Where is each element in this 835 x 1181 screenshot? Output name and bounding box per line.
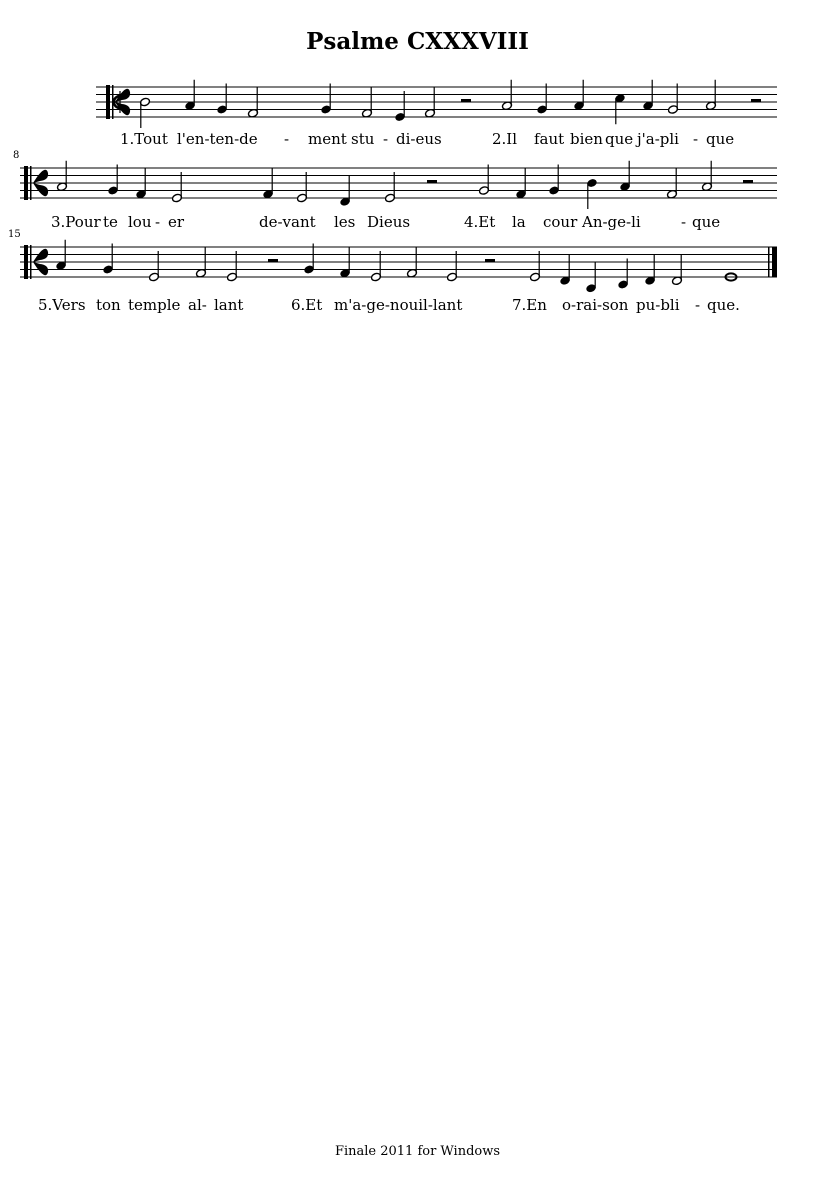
half-note — [447, 251, 458, 282]
half-note — [227, 251, 238, 282]
notes-system-3 — [56, 240, 737, 293]
lyric-syllable: Dieus — [367, 213, 411, 231]
half-note — [196, 247, 207, 278]
lyric-syllable: 7.En — [512, 296, 547, 314]
quarter-note — [620, 161, 631, 192]
lyric-syllable: j'a-pli — [637, 130, 679, 148]
half-note — [425, 87, 436, 118]
lyrics-line-2 — [0, 213, 835, 233]
quarter-note — [340, 176, 351, 207]
lyric-syllable: m'a-ge-nouil-lant — [334, 296, 463, 314]
lyric-syllable: - — [284, 130, 290, 148]
quarter-note — [549, 165, 560, 196]
half-note — [407, 247, 418, 278]
quarter-note — [340, 247, 351, 278]
lyric-syllable: - — [693, 130, 699, 148]
half-note — [479, 165, 490, 196]
lyric-syllable: 6.Et — [291, 296, 323, 314]
lyric-syllable: ment — [308, 130, 347, 148]
quarter-note — [560, 255, 571, 286]
lyric-syllable: An-ge-li — [582, 213, 641, 231]
half-note — [362, 87, 373, 118]
half-note — [248, 87, 259, 118]
lyric-syllable: al- — [188, 296, 207, 314]
score-title: Psalme CXXXVIII — [306, 28, 529, 55]
lyric-syllable: - — [383, 130, 389, 148]
half-rest — [268, 259, 278, 262]
lyric-syllable: que. — [707, 296, 740, 314]
half-note — [672, 255, 683, 286]
lyric-syllable: lou — [128, 213, 152, 231]
staff-3 — [0, 242, 835, 287]
lyric-syllable: di-eus — [396, 130, 442, 148]
half-note — [149, 251, 160, 282]
half-note — [502, 80, 513, 111]
measure-number: 15 — [8, 229, 21, 240]
quarter-note — [263, 168, 274, 199]
lyric-syllable: l'en-ten-de — [177, 130, 258, 148]
half-note — [668, 84, 679, 115]
quarter-note — [645, 255, 656, 286]
half-note — [57, 161, 68, 192]
half-note — [706, 80, 717, 111]
quarter-note — [586, 262, 597, 293]
half-note — [385, 172, 396, 203]
quarter-note — [136, 168, 147, 199]
half-note — [297, 172, 308, 203]
lyric-syllable: stu — [351, 130, 375, 148]
lyric-syllable: 2.Il — [492, 130, 518, 148]
half-rest — [427, 180, 437, 183]
staff-system-3 — [0, 229, 835, 352]
half-note — [371, 251, 382, 282]
half-note — [172, 172, 183, 203]
quarter-note — [56, 240, 67, 271]
lyric-syllable: lant — [214, 296, 244, 314]
half-rest — [485, 259, 495, 262]
quarter-note — [574, 80, 585, 111]
lyric-syllable: bien — [570, 130, 603, 148]
lyric-syllable: que — [605, 130, 634, 148]
lyric-syllable: 5.Vers — [38, 296, 86, 314]
staff-1 — [0, 82, 835, 127]
quarter-note — [321, 84, 332, 115]
lyric-syllable: 1.Tout — [120, 130, 168, 148]
quarter-note — [103, 244, 114, 275]
lyrics-line-3 — [0, 296, 835, 316]
lyric-syllable: temple — [128, 296, 181, 314]
lyric-syllable: o-rai-son — [562, 296, 629, 314]
quarter-note — [395, 91, 406, 122]
lyric-syllable: 3.Pour — [51, 213, 101, 231]
quarter-note — [185, 80, 196, 111]
quarter-note — [615, 93, 626, 124]
lyric-syllable: te — [103, 213, 118, 231]
lyric-syllable: er — [168, 213, 185, 231]
half-note — [702, 161, 713, 192]
lyric-syllable: - — [155, 213, 161, 231]
quarter-note — [643, 80, 654, 111]
lyric-syllable: ton — [96, 296, 121, 314]
final-barline-icon — [768, 247, 777, 277]
half-rest — [743, 180, 753, 183]
lyrics-line-1 — [0, 130, 835, 150]
staff-2 — [0, 163, 835, 208]
half-note — [667, 168, 678, 199]
lyric-syllable: - — [681, 213, 687, 231]
quarter-note — [537, 84, 548, 115]
quarter-note — [108, 165, 119, 196]
lyric-syllable: pu-bli — [636, 296, 680, 314]
half-rest — [461, 99, 471, 102]
lyric-syllable: que — [692, 213, 721, 231]
quarter-note — [516, 168, 527, 199]
quarter-note — [217, 84, 228, 115]
software-footer: Finale 2011 for Windows — [334, 1144, 501, 1159]
lyric-syllable: faut — [534, 130, 565, 148]
lyric-syllable: 4.Et — [464, 213, 496, 231]
measure-number: 8 — [13, 150, 20, 161]
lyric-syllable: - — [695, 296, 701, 314]
lyric-syllable: les — [334, 213, 356, 231]
lyric-syllable: de-vant — [259, 213, 316, 231]
half-rest — [751, 99, 761, 102]
half-note — [140, 97, 151, 128]
lyric-syllable: cour — [543, 213, 578, 231]
quarter-note — [304, 244, 315, 275]
lyric-syllable: la — [512, 213, 526, 231]
quarter-note — [587, 178, 598, 209]
quarter-note — [618, 259, 629, 290]
lyric-syllable: que — [706, 130, 735, 148]
half-note — [530, 251, 541, 282]
